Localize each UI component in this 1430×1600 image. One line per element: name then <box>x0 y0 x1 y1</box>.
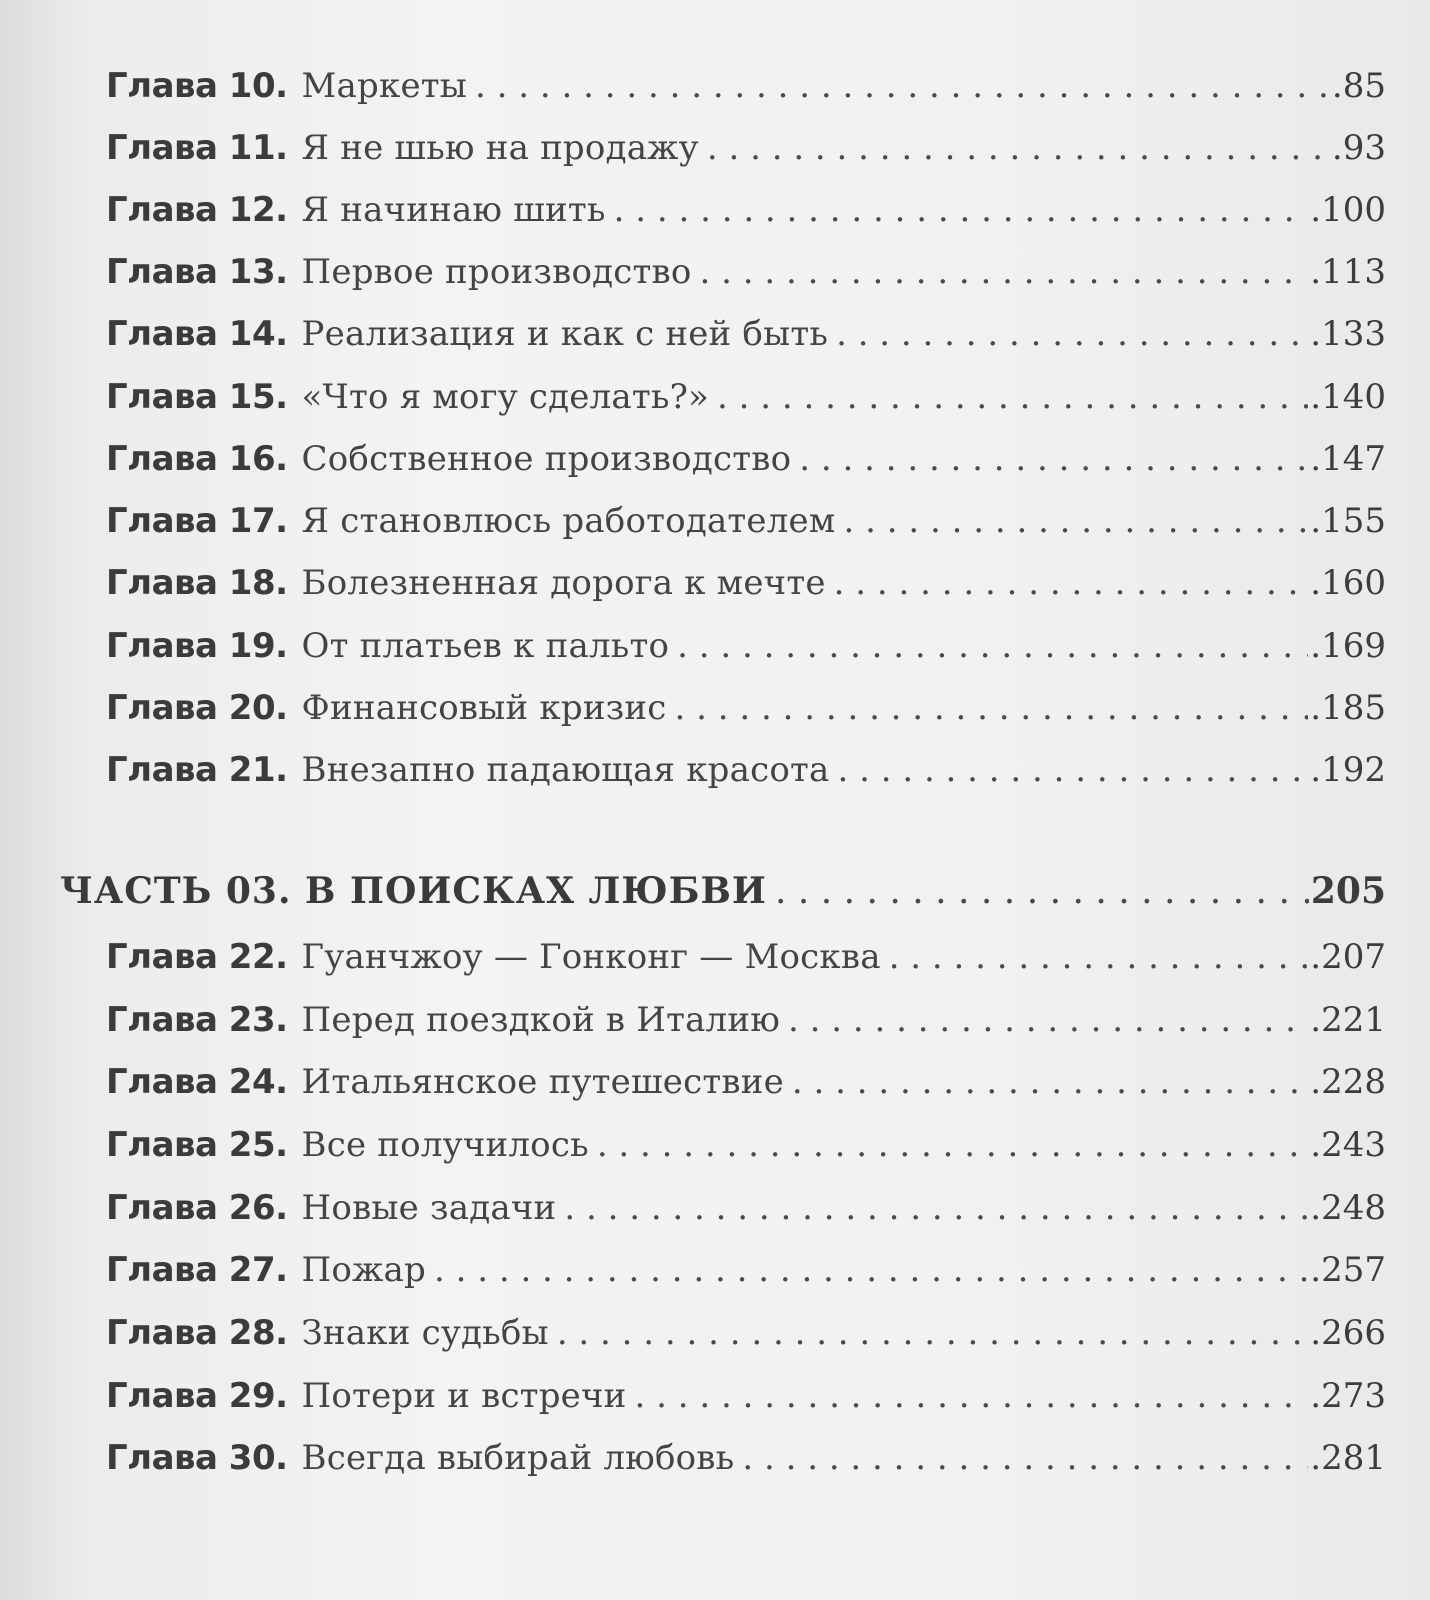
chapter-title: Первое производство <box>301 252 692 292</box>
toc-entry-chapter-21 <box>106 750 1386 796</box>
dot-leader <box>717 377 1308 417</box>
dot-leader <box>742 1438 1308 1478</box>
dot-leader <box>564 1188 1308 1228</box>
page-number: .140 <box>1310 377 1386 417</box>
dot-leader <box>700 252 1309 292</box>
chapter-label: Глава 20. <box>106 688 288 728</box>
toc-entry-chapter-30 <box>106 1438 1386 1484</box>
toc-entry-chapter-23 <box>106 1000 1386 1046</box>
page-number: .100 <box>1310 190 1386 230</box>
chapter-label: Глава 19. <box>106 626 288 666</box>
part-title: ЧАСТЬ 03. В ПОИСКАХ ЛЮБВИ <box>60 870 767 912</box>
chapter-label: Глава 24. <box>106 1062 288 1102</box>
toc-entry-part-03 <box>60 870 1386 920</box>
dot-leader <box>677 626 1308 666</box>
chapter-title: Гуанчжоу — Гонконг — Москва <box>301 937 881 977</box>
chapter-label: Глава 26. <box>106 1188 288 1228</box>
toc-entry-chapter-22 <box>106 937 1386 983</box>
page-number: .243 <box>1310 1125 1386 1165</box>
toc-entry-chapter-16 <box>106 439 1386 485</box>
toc-entry-chapter-18 <box>106 563 1386 609</box>
dot-leader <box>788 1000 1308 1040</box>
toc-entry-chapter-19 <box>106 626 1386 672</box>
chapter-label: Глава 16. <box>106 439 288 479</box>
chapter-label: Глава 22. <box>106 937 288 977</box>
chapter-label: Глава 23. <box>106 1000 288 1040</box>
chapter-title: Потери и встречи <box>301 1376 627 1416</box>
dot-leader <box>799 439 1308 479</box>
toc-entry-chapter-17 <box>106 501 1386 547</box>
dot-leader <box>836 314 1308 354</box>
page-number: .155 <box>1310 501 1386 541</box>
dot-leader <box>635 1376 1309 1416</box>
chapter-label: Глава 14. <box>106 314 288 354</box>
chapter-title: Новые задачи <box>301 1188 557 1228</box>
chapter-title: Итальянское путешествие <box>301 1062 784 1102</box>
chapter-label: Глава 18. <box>106 563 288 603</box>
dot-leader <box>434 1250 1308 1290</box>
dot-leader <box>834 563 1309 603</box>
page-number: .160 <box>1310 563 1386 603</box>
dot-leader <box>557 1313 1308 1353</box>
page-number: .185 <box>1310 688 1386 728</box>
toc-entry-chapter-26 <box>106 1188 1386 1234</box>
toc-entry-chapter-29 <box>106 1376 1386 1422</box>
dot-leader <box>775 871 1309 912</box>
dot-leader <box>597 1125 1308 1165</box>
chapter-label: Глава 17. <box>106 501 288 541</box>
chapter-title: Собственное производство <box>301 439 792 479</box>
page-number: .221 <box>1310 1000 1386 1040</box>
page-number: .133 <box>1310 314 1386 354</box>
page-number: .281 <box>1310 1438 1386 1478</box>
page-number: .113 <box>1310 252 1386 292</box>
page-number: .207 <box>1310 937 1386 977</box>
toc-entry-chapter-12 <box>106 190 1386 236</box>
page-number: .85 <box>1331 66 1386 106</box>
chapter-label: Глава 12. <box>106 190 288 230</box>
chapter-label: Глава 25. <box>106 1125 288 1165</box>
page-number: .257 <box>1310 1250 1386 1290</box>
chapter-title: Я начинаю шить <box>301 190 606 230</box>
toc-entry-chapter-25 <box>106 1125 1386 1171</box>
toc-entry-chapter-10 <box>106 66 1386 112</box>
toc-entry-chapter-28 <box>106 1313 1386 1359</box>
toc-entry-chapter-14 <box>106 314 1386 360</box>
chapter-title: Всегда выбирай любовь <box>301 1438 735 1478</box>
page-number: .93 <box>1331 128 1386 168</box>
chapter-title: «Что я могу сделать?» <box>301 377 710 417</box>
chapter-label: Глава 29. <box>106 1376 288 1416</box>
page-number: .228 <box>1310 1062 1386 1102</box>
dot-leader <box>707 128 1330 168</box>
page-number: .266 <box>1310 1313 1386 1353</box>
chapter-title: Пожар <box>301 1250 426 1290</box>
page-number: .147 <box>1310 439 1386 479</box>
chapter-label: Глава 11. <box>106 128 288 168</box>
chapter-title: Перед поездкой в Италию <box>301 1000 781 1040</box>
page-number: .273 <box>1310 1376 1386 1416</box>
chapter-label: Глава 10. <box>106 66 288 106</box>
chapter-title: Все получилось <box>301 1125 589 1165</box>
chapter-label: Глава 28. <box>106 1313 288 1353</box>
dot-leader <box>475 66 1330 106</box>
chapter-title: От платьев к пальто <box>301 626 670 666</box>
dot-leader <box>837 750 1308 790</box>
chapter-title: Финансовый кризис <box>301 688 667 728</box>
chapter-title: Болезненная дорога к мечте <box>301 563 826 603</box>
toc-entry-chapter-13 <box>106 252 1386 298</box>
dot-leader <box>844 501 1309 541</box>
page-number: 205 <box>1310 870 1386 912</box>
chapter-label: Глава 13. <box>106 252 288 292</box>
toc-entry-chapter-20 <box>106 688 1386 734</box>
chapter-title: Я не шью на продажу <box>301 128 699 168</box>
page-number: .192 <box>1310 750 1386 790</box>
dot-leader <box>675 688 1309 728</box>
chapter-label: Глава 15. <box>106 377 288 417</box>
chapter-label: Глава 30. <box>106 1438 288 1478</box>
chapter-title: Маркеты <box>301 66 468 106</box>
page-number: .248 <box>1310 1188 1386 1228</box>
toc-entry-chapter-11 <box>106 128 1386 174</box>
page-number: .169 <box>1310 626 1386 666</box>
toc-entry-chapter-27 <box>106 1250 1386 1296</box>
dot-leader <box>614 190 1309 230</box>
dot-leader <box>889 937 1309 977</box>
chapter-title: Реализация и как с ней быть <box>301 314 829 354</box>
toc-entry-chapter-24 <box>106 1062 1386 1108</box>
chapter-label: Глава 21. <box>106 750 288 790</box>
dot-leader <box>792 1062 1308 1102</box>
chapter-label: Глава 27. <box>106 1250 288 1290</box>
chapter-title: Внезапно падающая красота <box>301 750 830 790</box>
toc-entry-chapter-15 <box>106 377 1386 423</box>
chapter-title: Знаки судьбы <box>301 1313 549 1353</box>
chapter-title: Я становлюсь работодателем <box>301 501 836 541</box>
